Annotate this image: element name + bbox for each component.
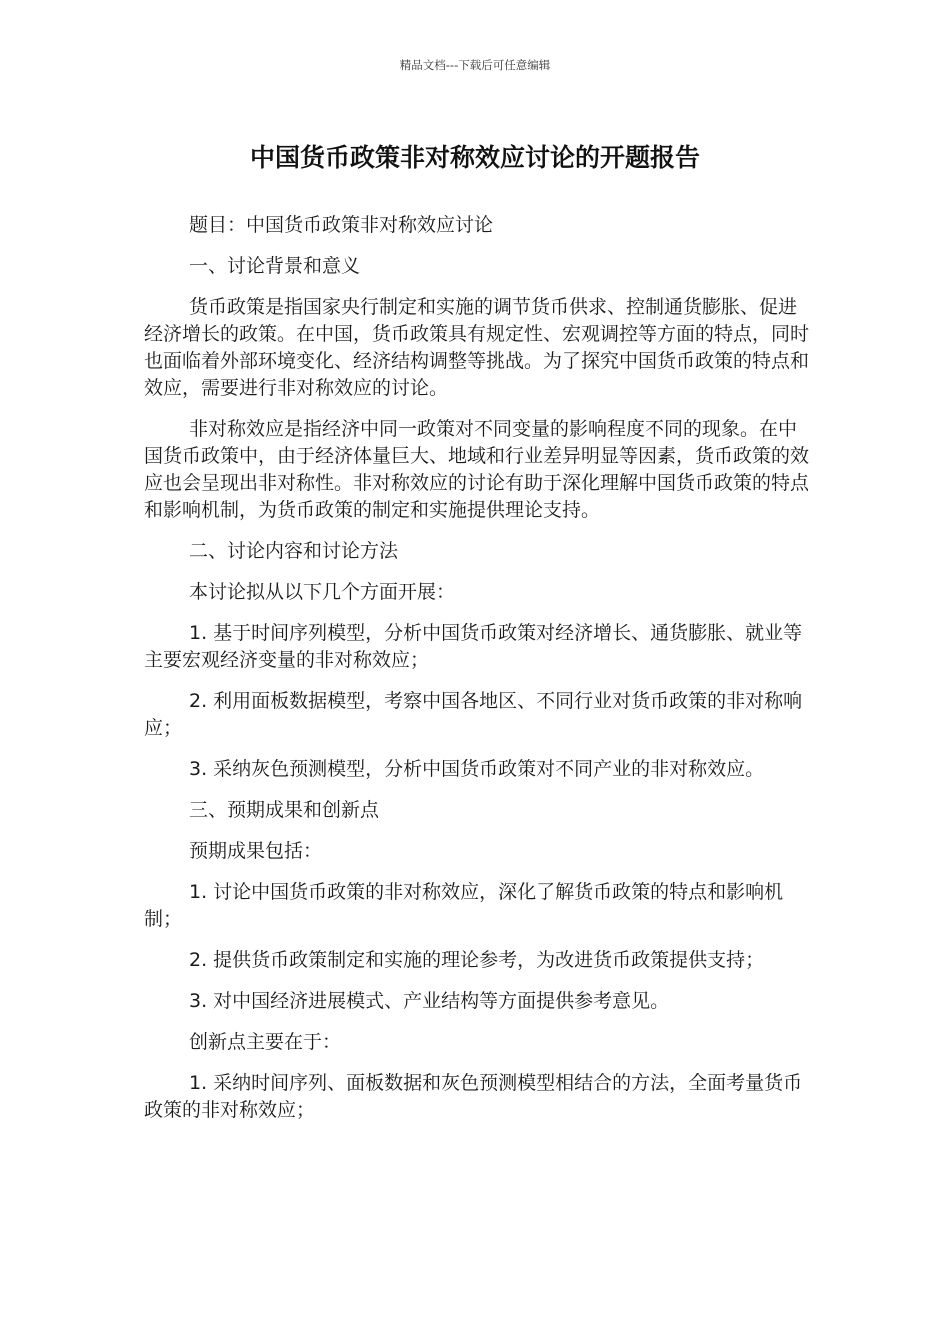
list-item-method-3: 3. 采纳灰色预测模型，分析中国货币政策对不同产业的非对称效应。 [189,758,765,780]
paragraph-asymmetric-effect: 非对称效应是指经济中同一政策对不同变量的影响程度不同的现象。在中国货币政策中，由于经济体量巨大、地域和行业差异明显等因素，货币政策的效应也会呈现出非对称性。非对称效应的讨论有助于深化理解中国货币政策的特点和影响机制，为货币政策的制定和实施提供理论支持。 [144,418,810,521]
list-item-outcome-2: 2. 提供货币政策制定和实施的理论参考，为改进货币政策提供支持； [189,949,765,971]
paragraph-outcomes-intro: 预期成果包括： [189,840,323,862]
document-body [144,212,812,1138]
paragraph-innovation-intro: 创新点主要在于： [189,1031,342,1053]
subject-line: 题目：中国货币政策非对称效应讨论 [189,214,494,236]
list-item-method-2: 2. 利用面板数据模型，考察中国各地区、不同行业对货币政策的非对称响应； [144,690,803,739]
paragraph-intro-aspects: 本讨论拟从以下几个方面开展： [189,581,456,603]
list-item-outcome-3: 3. 对中国经济进展模式、产业结构等方面提供参考意见。 [189,990,670,1012]
page-header-note: 精品文档---下载后可任意编辑 [399,58,551,72]
list-item-innovation-1: 1. 采纳时间序列、面板数据和灰色预测模型相结合的方法，全面考量货币政策的非对称效应； [144,1072,803,1121]
list-item-outcome-1: 1. 讨论中国货币政策的非对称效应，深化了解货币政策的特点和影响机制； [144,881,784,930]
list-item-method-1: 1. 基于时间序列模型，分析中国货币政策对经济增长、通货膨胀、就业等主要宏观经济变量的非对称效应； [144,622,803,671]
section-heading-content-methods: 二、讨论内容和讨论方法 [189,540,399,562]
document-title: 中国货币政策非对称效应讨论的开题报告 [249,143,700,172]
section-heading-outcomes: 三、预期成果和创新点 [189,799,380,821]
section-heading-background: 一、讨论背景和意义 [189,255,361,277]
paragraph-monetary-policy: 货币政策是指国家央行制定和实施的调节货币供求、控制通货膨胀、促进经济增长的政策。在中国，货币政策具有规定性、宏观调控等方面的特点，同时也面临着外部环境变化、经济结构调整等挑战。为了探究中国货币政策的特点和效应，需要进行非对称效应的讨论。 [144,296,810,399]
